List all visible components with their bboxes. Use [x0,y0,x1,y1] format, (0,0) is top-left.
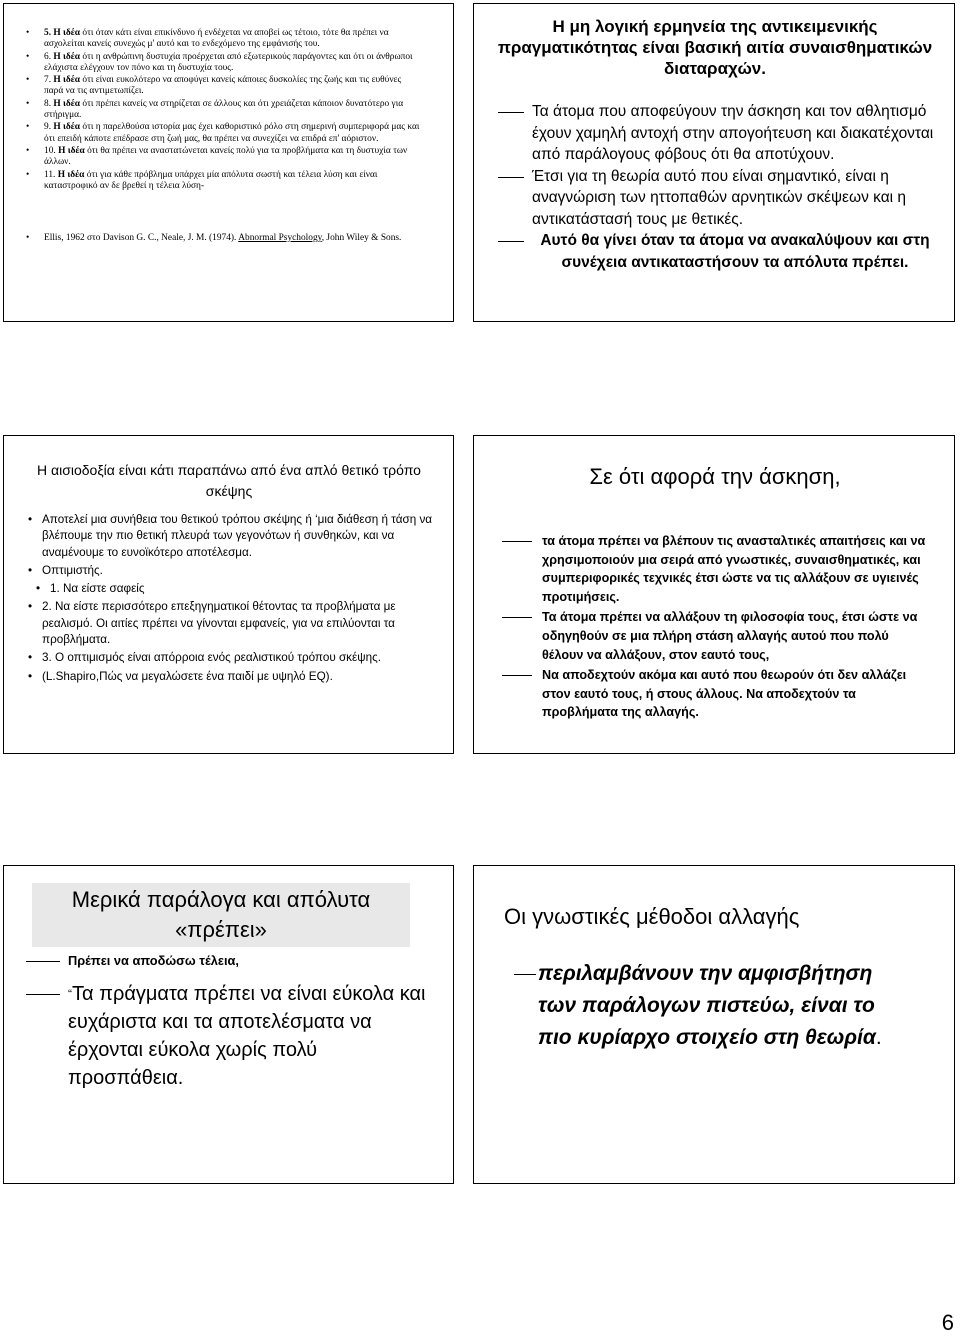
slide-title: Μερικά παράλογα και απόλυτα «πρέπει» [32,883,410,947]
list-item [24,563,436,579]
item-text: Αυτό θα γίνει όταν τα άτομα να ανακαλύψουν και στη συνέχεια αντικαταστήσουν τα απόλυτα πρέπει. [540,232,930,271]
dash-bullet [514,974,536,975]
slide-body [498,101,938,273]
list-item [514,958,914,1054]
list-item [502,532,928,606]
slide-optimism [3,435,454,754]
bullet: • [36,582,41,596]
list-item [26,980,436,1092]
item-number: 11. [44,169,56,180]
list-item [26,950,436,972]
dash-bullet [26,994,60,995]
slide-irrational-interpretation [473,3,955,322]
list-item [502,666,928,722]
item-text: Πρέπει να αποδώσω τέλεια [68,953,236,968]
reference-text: Ellis, 1962 στο Davison G. C., Neale, J. M. (1974). [44,233,237,243]
list-item [24,650,436,666]
item-number: 8. [44,98,52,109]
slide-body [24,512,436,687]
item-number: 9. [44,122,52,133]
dash-bullet [502,617,532,618]
slide-ellis-irrational-ideas [3,3,454,322]
item-number: 6. [44,51,52,62]
bullet: • [26,233,30,243]
list-item [26,52,422,75]
item-text: (L.Shapiro,Πώς να μεγαλώσετε ένα παιδί με υψηλό EQ). [42,669,333,683]
dash-bullet [502,675,532,676]
item-end: . [177,1067,184,1089]
item-text: ότι πρέπει κανείς να στηρίζεται σε άλλους και ότι χρειάζεται κάποιον δυνατότερο για στήριγμα. [44,98,404,121]
list-item [26,170,422,193]
list-item [24,512,436,561]
list-item [26,75,422,98]
bullet: • [26,75,30,86]
item-text: τα άτομα πρέπει να βλέπουν τις ανασταλτικές απαιτήσεις και να χρησιμοποιούν μια σειρά από γνωστικές, συναισθηματικές, και συμπεριφορικές τεχνικές έτσι ώστε να τις αλλάξουν σε υγιεινές προτιμήσεις. [542,534,926,604]
item-text: ότι για κάθε πρόβλημα υπάρχει μία απόλυτα σωστή και τέλεια λύση και είναι καταστροφικό αν δε βρεθεί η τέλεια λύση- [44,169,378,191]
item-text: Να αποδεχτούν ακόμα και αυτό που θεωρούν ότι δεν αλλάζει στον εαυτό τους, ή στους άλλους. Να αποδεχτούν τα προβλήματα της αλλαγής. [542,668,907,720]
item-text: Οπτιμιστής. [42,563,103,577]
bullet: • [26,28,30,38]
list-item [26,146,422,169]
item-lead: Η ιδέα [53,122,81,133]
item-text: ότι είναι ευκολότερο να αποφύγει κανείς κάποιες δυσκολίες της ζωής και τις ευθύνες παρά να τις αντιμετωπίζει. [44,75,402,97]
slide-cognitive-methods [473,865,955,1184]
item-text: ότι η παρελθούσα ιστορία μας έχει καθοριστικό ρόλο στη σημερινή συμπεριφορά μας και ότι επειδή κάποτε επέδρασε στη ζωή μας, θα πρέπει να συνεχίζει να επιδρά επ' αόριστον. [44,122,420,144]
item-text: Τα πράγματα πρέπει να είναι εύκολα και ευχάριστα και τα αποτελέσματα να έρχονται εύκολα χωρίς πολύ προσπάθεια [68,983,426,1089]
reference-publisher: , John Wiley & Sons. [321,233,402,243]
slide-title: Η μη λογική ερμηνεία της αντικειμενικής πραγματικότητας είναι βασική αιτία συναισθηματικών διαταραχών. [497,17,933,78]
reference-title: Abnormal Psychology [238,233,322,243]
item-text: Αποτελεί μια συνήθεια του θετικού τρόπου σκέψης ή ‘μια διάθεση ή τάση να βλέπουμε την πιο θετική πλευρά των γεγονότων ή συνθηκών, και να αναμένουμε το ευνοϊκότερο αποτέλεσμα. [42,513,433,559]
slide-exercise [473,435,955,754]
dash-bullet [498,177,524,178]
item-number: 5. [44,28,52,38]
list-item [26,122,422,145]
page-number: 6 [941,1310,954,1335]
list-item [26,28,422,51]
item-text: Τα άτομα που αποφεύγουν την άσκηση και τον αθλητισμό έχουν χαμηλή αντοχή στην απογοήτευση και διακατέχονται από παράλογους φόβους ότι θα αποτύχουν. [532,103,934,163]
slide-irrational-musts [3,865,454,1184]
list-item [24,581,436,597]
item-number: 10. [44,145,56,156]
irrational-ideas-list [26,28,422,193]
slide-body [26,950,436,1092]
list-item [498,230,938,273]
item-text: 1. Να είστε σαφείς [50,582,145,596]
item-text: περιλαμβάνουν την αμφισβήτηση των παράλογων πιστεύω, είναι το πιο κυρίαρχο στοιχείο στη θεωρία [538,962,876,1049]
bullet: • [28,651,33,665]
item-text: Τα άτομα πρέπει να αλλάξουν τη φιλοσοφία τους, έτσι ώστε να οδηγηθούν σε μια πλήρη στάση αλλαγής αυτού που πολύ θέλουν να αλλάξουν, στον εαυτό τους, [542,610,918,662]
item-lead: Η ιδέα [53,75,81,86]
bullet: • [28,563,33,577]
list-item [498,166,938,231]
item-number: 7. [44,75,52,86]
bullet: • [26,122,30,133]
bullet: • [28,600,33,614]
slide-title: Η αισιοδοξία είναι κάτι παραπάνω από ένα απλό θετικό τρόπο σκέψης [37,462,421,499]
bullet: • [28,513,33,526]
bullet: • [26,51,30,62]
list-item [24,599,436,648]
list-item [26,99,422,122]
item-text: ότι θα πρέπει να αναστατώνεται κανείς πολύ για τα προβλήματα και τη δυστυχία των άλλων. [44,145,408,168]
slide-body [514,958,914,1054]
item-lead: Η ιδέα [57,169,85,180]
item-lead: Η ιδέα [53,51,81,62]
list-item [502,608,928,664]
item-text: ότι όταν κάτι είναι επικίνδυνο ή ενδέχεται να αποβεί ως τέτοιο, τότε θα πρέπει να ασχολείται κανείς συνεχώς μ' αυτό και το ενδεχόμενο της εμφάνισής του. [44,28,389,50]
dash-bullet [498,241,524,242]
bullet: • [28,669,33,683]
item-suffix: , [235,953,239,968]
open-quote: “ [68,987,72,1001]
item-end: . [875,1026,882,1049]
list-item [24,669,436,685]
bullet: • [26,145,30,156]
slide-body [502,532,928,722]
item-text: ότι η ανθρώπινη δυστυχία προέρχεται από εξωτερικούς παράγοντες και ότι οι άνθρωποι ελάχιστα ελέγχουν τον πόνο και τη δυστυχία τους. [44,51,413,73]
item-text: Έτσι για τη θεωρία αυτό που είναι σημαντικό, είναι η αναγνώριση των ηττοπαθών αρνητικών σκέψεων και η αντικατάστασή τους με θετικές. [532,167,907,228]
item-lead: Η ιδέα [53,98,81,109]
dash-bullet [26,961,60,962]
reference [26,233,401,243]
item-text: 2. Να είστε περισσότερο επεξηγηματικοί θέτοντας τα προβλήματα με ρεαλισμό. Οι αιτίες πρέπει να γίνονται εμφανείς, για να επιλύονται τα προβλήματα. [42,600,396,647]
slide-title: Οι γνωστικές μέθοδοι αλλαγής [504,904,800,929]
item-lead: Η ιδέα [53,28,81,38]
bullet: • [26,169,30,180]
bullet: • [26,98,30,109]
dash-bullet [498,112,524,113]
item-text: 3. Ο οπτιμισμός είναι απόρροια ενός ρεαλιστικού τρόπου σκέψης. [42,651,381,665]
dash-bullet [502,541,532,542]
slide-title: Σε ότι αφορά την άσκηση, [589,464,841,489]
list-item [498,101,938,166]
item-lead: Η ιδέα [58,145,85,156]
